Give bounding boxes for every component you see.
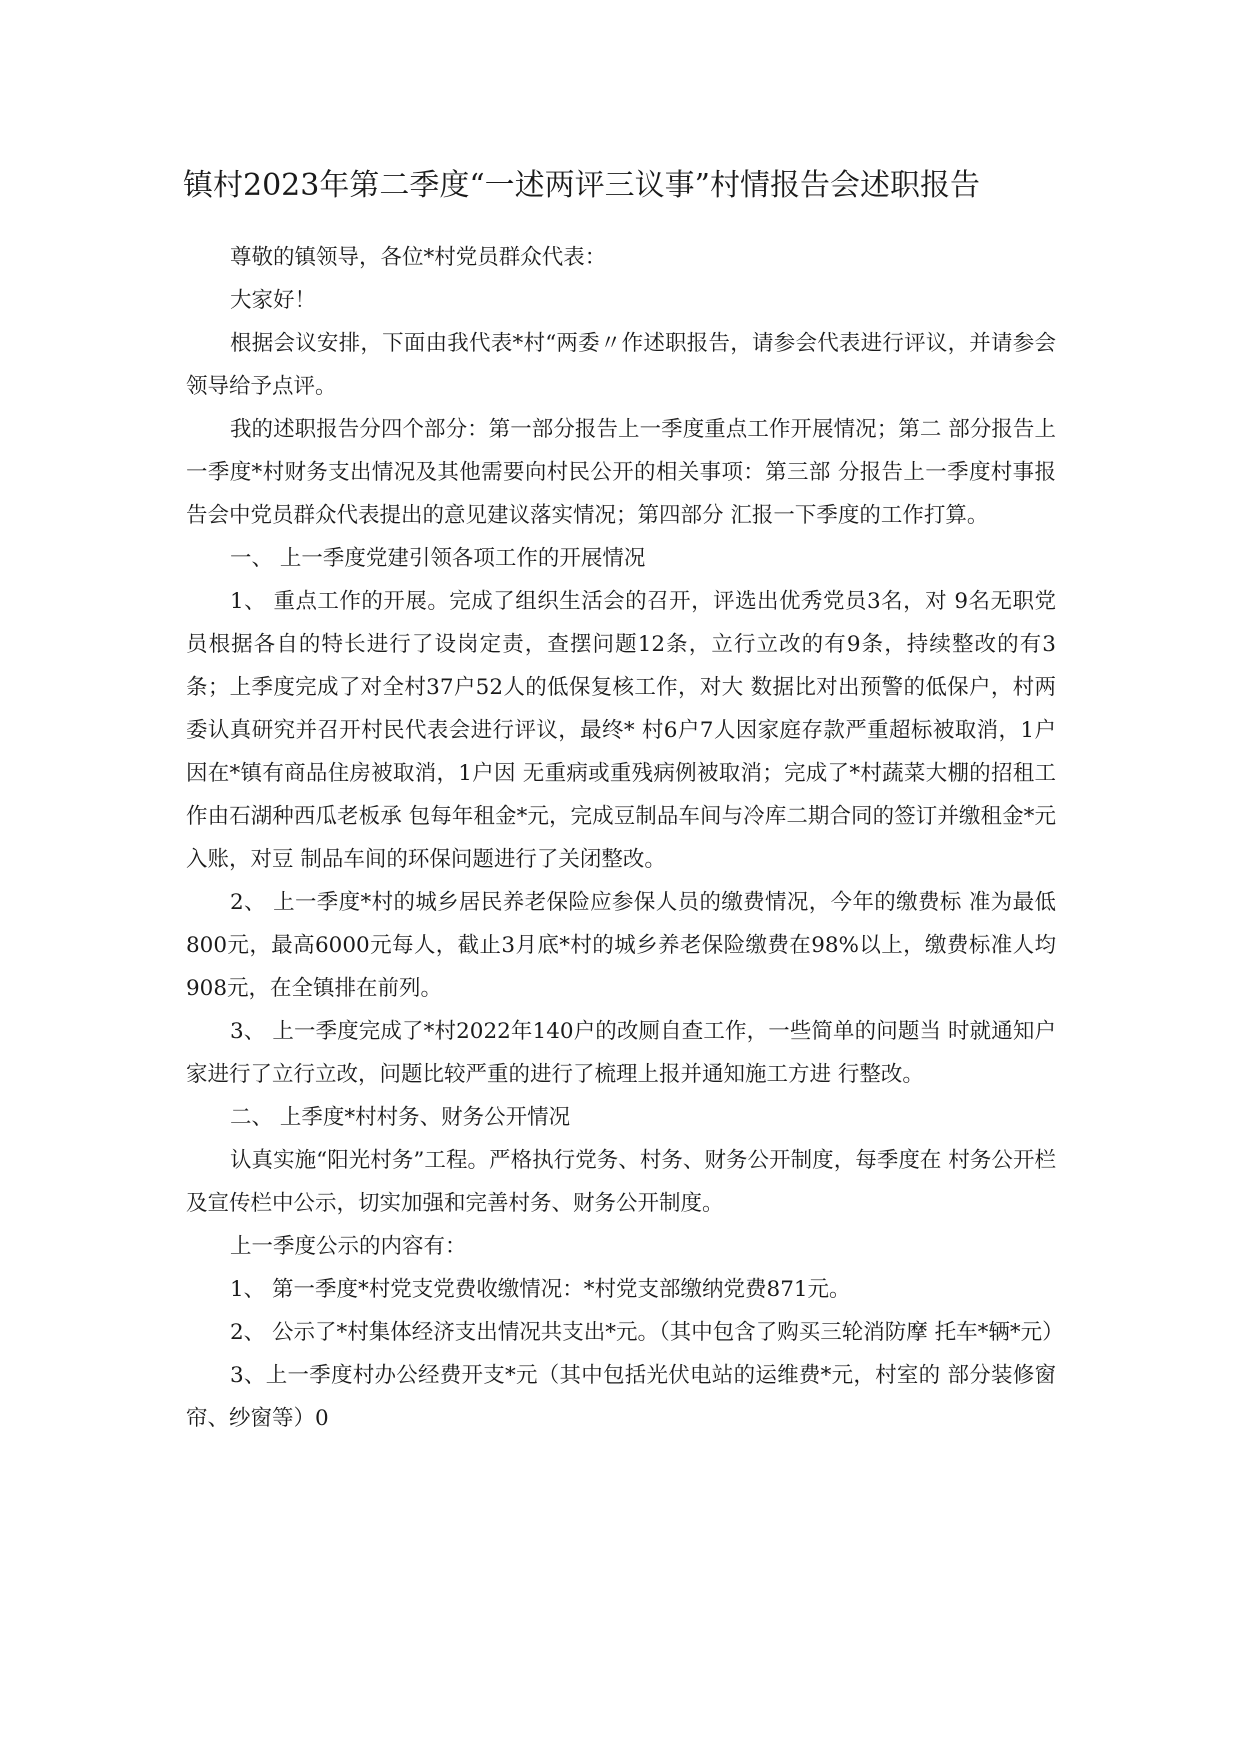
paragraph-published-contents: 上一季度公示的内容有：	[230, 1234, 467, 1259]
document-title: 镇村2023年第二季度“一述两评三议事”村情报告会述职报告	[183, 168, 981, 203]
section-heading-1: 一、 上一季度党建引领各项工作的开展情况	[230, 546, 646, 571]
paragraph-salutation: 尊敬的镇领导，各位*村党员群众代表：	[230, 245, 607, 270]
section-heading-2: 二、 上季度*村村务、财务公开情况	[230, 1105, 571, 1130]
paragraph-outline: 我的述职报告分四个部分：第一部分报告上一季度重点工作开展情况；第二 部分报告上一季度*村财务支出情况及其他需要向村民公开的相关事项：第三部 分报告上一季度村事报告会中党员群众代表提出的意见建议落实情况；第四部分 汇报一下季度的工作打算。	[186, 417, 1056, 528]
document-body	[186, 236, 1064, 1440]
paragraph-item-1-2: 2、 上一季度*村的城乡居民养老保险应参保人员的缴费情况，今年的缴费标 准为最低800元，最高6000元每人，截止3月底*村的城乡养老保险缴费在98%以上，缴费标准人均908元，在全镇排在前列。	[186, 890, 1056, 1001]
paragraph-item-2-1: 1、 第一季度*村党支党费收缴情况：*村党支部缴纳党费871元。	[230, 1277, 851, 1302]
paragraph-greeting: 大家好！	[230, 288, 317, 313]
paragraph-item-2-3: 3、上一季度村办公经费开支*元（其中包括光伏电站的运维费*元，村室的 部分装修窗帘、纱窗等）0	[186, 1363, 1056, 1431]
paragraph-item-1-1: 1、 重点工作的开展。完成了组织生活会的召开，评选出优秀党员3名，对 9名无职党员根据各自的特长进行了设岗定责，查摆问题12条，立行立改的有9条，持续整改的有3条；上季度完成了对全村37户52人的低保复核工作，对大 数据比对出预警的低保户，村两委认真研究并召开村民代表会进行评议，最终* 村6户7人因家庭存款严重超标被取消，1户因在*镇有商品住房被取消，1户因 无重病或重残病例被取消；完成了*村蔬菜大棚的招租工作由石湖种西瓜老板承 包每年租金*元，完成豆制品车间与冷库二期合同的签订并缴租金*元入账，对豆 制品车间的环保问题进行了关闭整改。	[186, 589, 1056, 872]
paragraph-item-2-2: 2、 公示了*村集体经济支出情况共支出*元。（其中包含了购买三轮消防摩 托车*辆*元）	[230, 1320, 1064, 1345]
paragraph-item-1-3: 3、 上一季度完成了*村2022年140户的改厕自查工作，一些简单的问题当 时就通知户家进行了立行立改，问题比较严重的进行了梳理上报并通知施工方进 行整改。	[186, 1019, 1056, 1087]
paragraph-intro: 根据会议安排，下面由我代表*村“两委〃作述职报告，请参会代表进行评议，并请参会领导给予点评。	[186, 331, 1056, 399]
paragraph-sunshine: 认真实施“阳光村务”工程。严格执行党务、村务、财务公开制度，每季度在 村务公开栏及宣传栏中公示，切实加强和完善村务、财务公开制度。	[186, 1148, 1056, 1216]
